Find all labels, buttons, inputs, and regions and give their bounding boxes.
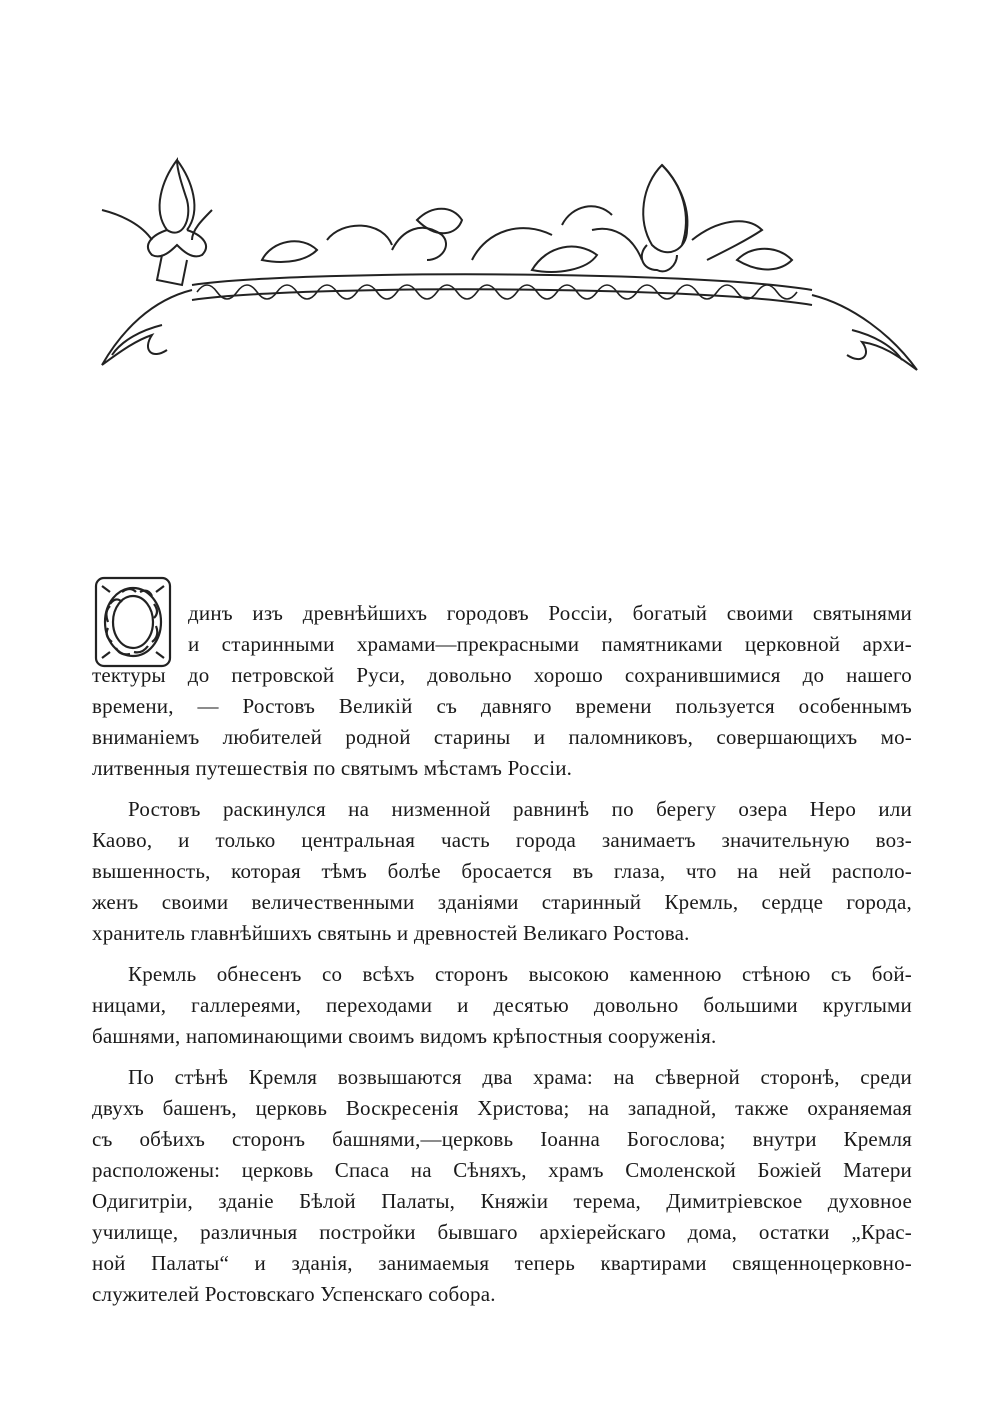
paragraph-4-line-4: расположены: церковь Спаса на Сѣняхъ, храмъ Смоленской Божіей Матери [92, 1158, 912, 1182]
paragraph-2-line-3: вышенность, которая тѣмъ болѣе бросается въ глаза, что на ней располо- [92, 859, 912, 883]
paragraph-4-line-1: По стѣнѣ Кремля возвышаются два храма: на сѣверной сторонѣ, среди [128, 1065, 912, 1089]
paragraph-3-line-1: Кремль обнесенъ со всѣхъ сторонъ высокою каменною стѣною съ бой- [128, 962, 912, 986]
main-text [92, 598, 912, 1310]
paragraph-1-line-6: литвенныя путешествія по святымъ мѣстамъ Россіи. [92, 756, 573, 780]
paragraph-1-line-1: динъ изъ древнѣйшихъ городовъ Россіи, богатый своими святынями [188, 601, 912, 625]
paragraph-4-line-7: ной Палаты“ и зданія, занимаемыя теперь квартирами священноцерковно- [92, 1251, 912, 1275]
paragraph-4-line-8: служителей Ростовскаго Успенскаго собора. [92, 1282, 496, 1306]
paragraph-1-line-3: тектуры до петровской Руси, довольно хорошо сохранившимися до нашего [92, 663, 912, 687]
paragraph-2-line-2: Каово, и только центральная часть города занимаетъ значительную воз- [92, 828, 912, 852]
paragraph-3-line-2: ницами, галлереями, переходами и десятью довольно большими круглыми [92, 993, 912, 1017]
paragraph-4-line-3: съ обѣихъ сторонъ башнями,—церковь Іоанна Богослова; внутри Кремля [92, 1127, 912, 1151]
ornamental-headpiece-icon [92, 150, 922, 380]
paragraph-4-line-6: училище, различныя постройки бывшаго архіерейскаго дома, остатки „Крас- [92, 1220, 912, 1244]
paragraph-4-line-2: двухъ башенъ, церковь Воскресенія Христова; на западной, также охраняемая [92, 1096, 912, 1120]
paragraph-2-line-1: Ростовъ раскинулся на низменной равнинѣ по берегу озера Неро или [128, 797, 912, 821]
paragraph-1-line-4: времени, — Ростовъ Великій съ давняго времени пользуется особеннымъ [92, 694, 912, 718]
braided-initial-o-icon [92, 574, 174, 670]
paragraph-1-line-2: и старинными храмами—прекрасными памятниками церковной архи- [188, 632, 912, 656]
paragraph-1-line-5: вниманіемъ любителей родной старины и паломниковъ, совершающихъ мо- [92, 725, 912, 749]
paragraph-2-line-5: хранитель главнѣйшихъ святынь и древностей Великаго Ростова. [92, 921, 690, 945]
paragraph-4-line-5: Одигитріи, зданіе Бѣлой Палаты, Княжіи терема, Димитріевское духовное [92, 1189, 912, 1213]
paragraph-3-line-3: башнями, напоминающими своимъ видомъ крѣпостныя сооруженія. [92, 1024, 717, 1048]
paragraph-2-line-4: женъ своими величественными зданіями старинный Кремль, сердце города, [92, 890, 912, 914]
